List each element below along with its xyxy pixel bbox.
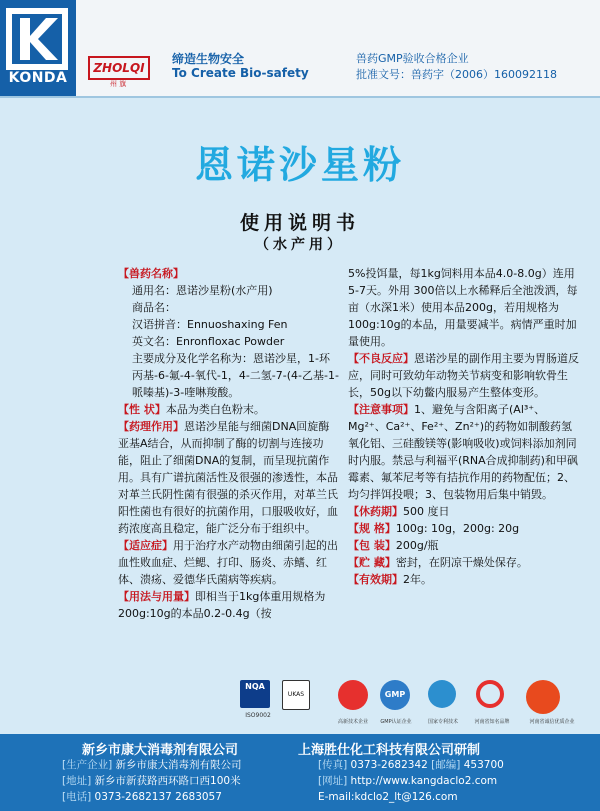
brand-mark: ZHOLQI [88, 56, 150, 80]
footer [0, 734, 600, 811]
phone-label: [电话] [62, 791, 92, 803]
section-dosage [118, 588, 340, 622]
slogan-cn: 缔造生物安全 [172, 52, 245, 66]
pharmacology-text: 恩诺沙星能与细菌DNA回旋酶亚基A结合，从而抑制了酶的切割与连接功能，阻止了细菌DNA的复制，而呈现抗菌作用。具有广谱抗菌活性及很强的渗透性，本品对革兰氏阴性菌有很强的杀灭作用，对革兰氏阳性菌也有很好的抗菌作用，口服吸收好，血药浓度高且稳定，能广泛分布于组织中。 [118, 420, 338, 535]
web-value[interactable]: http://www.kangdaclo2.com [350, 775, 498, 787]
logo-text: KONDA [8, 70, 68, 86]
slogan-en: To Create Bio-safety [172, 66, 309, 80]
gmp-statement: 兽药GMP验收合格企业 [356, 52, 469, 65]
header [0, 0, 600, 96]
section-property [118, 401, 340, 418]
label-spec: 【规 格】 [348, 522, 396, 535]
adverse-text: 恩诺沙星的副作用主要为胃肠道反应，同时可致幼年动物关节病变和影响软骨生长，50g以下幼鳖内服易产生整体变形。 [348, 352, 579, 399]
section-storage [348, 554, 580, 571]
nqa-logo: NQA [240, 680, 270, 708]
fax-label: [传真] [318, 759, 348, 771]
dosage-continued: 5%投饵量，每1kg饲料用本品4.0-8.0g）连用5-7天。外用 300倍以上水稀释后全池泼洒，每亩（水深1米）使用本品200g，若用规格为100g:10g的本品，用量要减半。病情严重时加量使用。 [348, 267, 578, 348]
producer-label: [生产企业] [62, 759, 113, 771]
gmp-badge: GMP [380, 680, 410, 710]
product-title: 恩诺沙星粉 [194, 143, 405, 187]
withdrawal-text: 500 度日 [403, 505, 450, 518]
trade-name: 商品名： [132, 301, 176, 314]
phone-value: 0373-2682137 2683057 [94, 791, 222, 803]
document-subtitle: 使用说明书 [239, 212, 360, 234]
left-column [118, 265, 340, 622]
generic-name: 通用名：恩诺沙星粉(水产用) [132, 284, 273, 297]
post-label: [邮编] [431, 759, 461, 771]
section-adverse [348, 350, 580, 401]
quality-badge-icon [526, 680, 560, 714]
address-value: 新乡市新获路西环路口西100米 [94, 775, 241, 787]
label-caution: 【注意事项】 [348, 403, 414, 416]
patent-badge-caption: 国家专利技术 [427, 719, 458, 725]
footer-company-2: 上海胜仕化工科技有限公司研制 [298, 743, 481, 758]
quality-badge-caption: 河南省诚信优质企业 [529, 719, 575, 725]
label-adverse: 【不良反应】 [348, 352, 414, 365]
ukas-logo: UKAS [282, 680, 310, 710]
brand-sub: 州 旗 [110, 80, 127, 88]
section-indication [118, 537, 340, 588]
indication-text: 用于治疗水产动物由细菌引起的出血性败血症、烂鳃、打印、肠炎、赤鳍、红体、溃疡、爱德华氏菌病等疾病。 [118, 539, 338, 586]
main-ingredient: 主要成分及化学名称为：恩诺沙星，1-环丙基-6-氟-4-氧代-1，4-二氢-7-(4-乙基-1-哌嗪基)-3-喹啉羧酸。 [132, 352, 339, 399]
label-package: 【包 装】 [348, 539, 396, 552]
web-label: [网址] [318, 775, 348, 787]
star-badge-icon [338, 680, 368, 710]
section-validity [348, 571, 580, 588]
header-divider [0, 96, 600, 98]
label-pharmacology: 【药理作用】 [118, 420, 184, 433]
section-pharmacology [118, 418, 340, 537]
ring-badge-caption: 河南省知名品牌 [474, 719, 510, 725]
footer-fax [318, 758, 504, 772]
brand-ring-icon [476, 680, 504, 708]
label-dosage: 【用法与用量】 [118, 590, 195, 603]
right-column [348, 265, 580, 588]
label-storage: 【贮 藏】 [348, 556, 396, 569]
property-text: 本品为类白色粉末。 [165, 403, 265, 416]
section-withdrawal [348, 503, 580, 520]
label-withdrawal: 【休药期】 [348, 505, 403, 518]
storage-text: 密封，在阴凉干燥处保存。 [395, 556, 528, 569]
section-spec [348, 520, 580, 537]
spec-text: 100g: 10g，200g: 20g [395, 522, 520, 535]
k-logo-icon [6, 8, 68, 70]
footer-phone [62, 790, 222, 804]
validity-text: 2年。 [403, 573, 432, 586]
section-package [348, 537, 580, 554]
patent-badge-icon [428, 680, 456, 708]
label-property: 【性 状】 [118, 403, 166, 416]
iso-label: ISO9002 [245, 712, 271, 719]
approval-number: 批准文号：兽药字（2006）160092118 [356, 68, 557, 81]
address-label: [地址] [62, 775, 92, 787]
label-indication: 【适应症】 [118, 539, 173, 552]
footer-producer [62, 758, 242, 772]
caution-text: 1、避免与含阳离子(Al³⁺、Mg²⁺、Ca²⁺、Fe²⁺、Zn²⁺)的药物如制酸药氢氧化铝、三硅酸镁等(影响吸收)或饲料添加剂同时内服。禁忌与利福平(RNA合成抑制药)和甲砜霉素、氟苯尼考等有拮抗作用的药物配伍；2、均匀拌饵投喂；3、包装物用后集中销毁。 [348, 403, 578, 501]
konda-logo [0, 0, 76, 96]
producer-value: 新乡市康大消毒剂有限公司 [115, 759, 242, 771]
fax-value: 0373-2682342 [350, 759, 428, 771]
label-drug-name: 【兽药名称】 [118, 267, 184, 280]
footer-address [62, 774, 241, 788]
usage-subtitle: （水产用） [255, 237, 345, 253]
label-validity: 【有效期】 [348, 573, 403, 586]
dosage-text: 即相当于1kg体重用规格为200g:10g的本品0.2-0.4g（按 [118, 590, 326, 620]
star-badge-caption: 高新技术企业 [337, 719, 368, 725]
footer-web [318, 774, 497, 788]
certification-logos [240, 680, 590, 730]
footer-email[interactable]: E-mail:kdclo2_lt@126.com [318, 791, 458, 803]
pinyin-name: 汉语拼音：Ennuoshaxing Fen [132, 318, 288, 331]
post-value: 453700 [463, 759, 504, 771]
footer-company-1: 新乡市康大消毒剂有限公司 [82, 743, 239, 758]
package-text: 200g/瓶 [395, 539, 439, 552]
section-caution [348, 401, 580, 503]
section-drug-name [118, 265, 340, 282]
gmp-badge-caption: GMP认证企业 [380, 719, 412, 725]
english-name: 英文名：Enronfloxac Powder [132, 335, 285, 348]
